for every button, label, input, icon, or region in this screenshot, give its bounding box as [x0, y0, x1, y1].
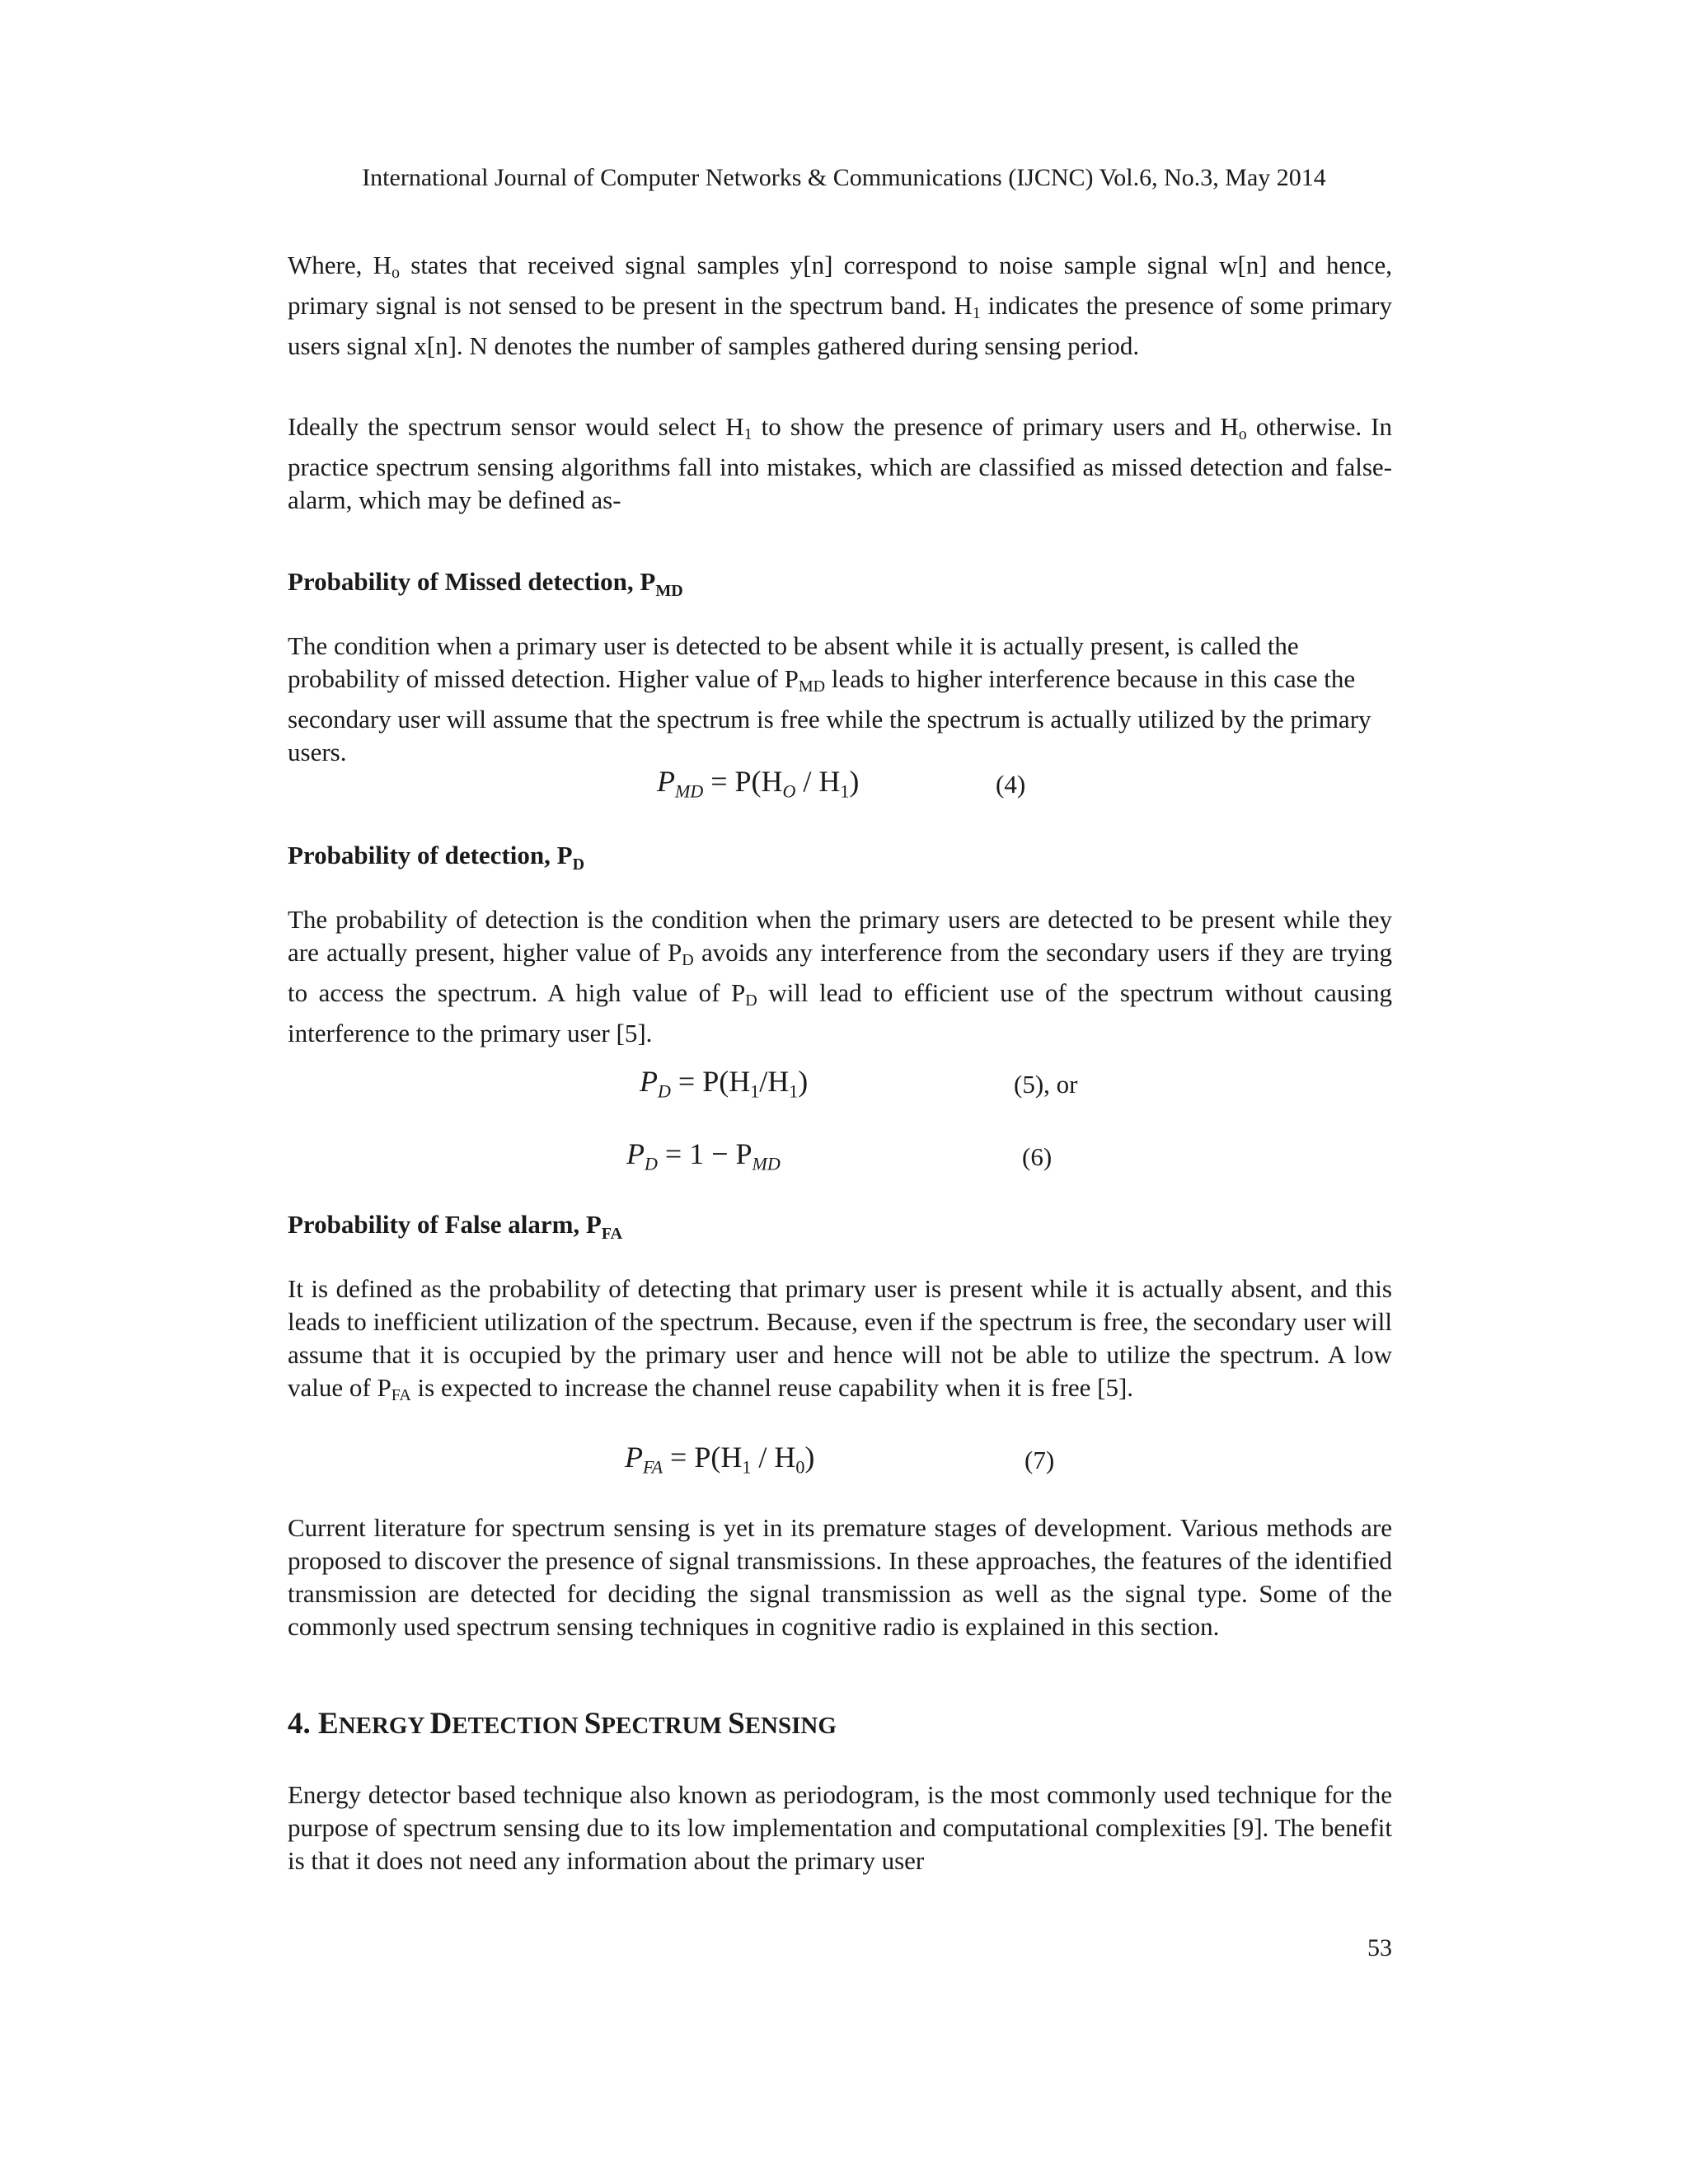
paragraph-false-alarm: It is defined as the probability of detecting that primary user is present while it is actually absent, and this leads to inefficient utilization of the spectrum. Because, even if the spectrum is free, the secondary user will assume that it is occupied by the primary user and hence will not be able to utilize the spectrum. A low value of $P_{FA}$ is expected to increase the channel reuse capability when it is free [5]. [288, 1274, 1392, 1404]
paragraph-detection: The probability of detection is the condition when the primary users are detected to be present while they are actually present, higher value of $P_D$ avoids any interference from the secondary users if they are trying to access the spectrum. A high value of $P_D$ will lead to efficient use of the spectrum without causing interference to the primary user [5]. [288, 905, 1392, 1047]
equation-4: $P_{MD} = P(H_O / H_1)$ [657, 765, 860, 802]
heading-missed-detection: Probability of Missed detection, $P_{MD}$ [288, 567, 683, 601]
equation-number-7: (7) [1025, 1446, 1055, 1474]
equation-number-5: (5), or [1014, 1070, 1078, 1099]
equation-number-4: (4) [996, 770, 1026, 799]
equation-7: $P_{FA} = P(H_1 / H_0)$ [625, 1441, 815, 1478]
paragraph-hypotheses: Where, $H_o$ states that received signal samples y[n] correspond to noise sample signal w[n] and hence, primary signal is not sensed to be present in the spectrum band. $H_1$ indicates the presence of some primary users signal x[n]. N denotes the number of samples gathered during sensing period. [288, 251, 1392, 360]
equation-number-6: (6) [1022, 1142, 1053, 1171]
paragraph-current-literature: Current literature for spectrum sensing is yet in its premature stages of development. Various methods are proposed to discover the presence of signal transmissions. In these approaches, the features of the identified transmission are detected for deciding the signal transmission as well as the signal type. Some of the commonly used spectrum sensing techniques in cognitive radio is explained in this section. [288, 1513, 1392, 1641]
equation-5: $P_D = P(H_1/H_1)$ [640, 1065, 809, 1102]
page-number: 53 [1367, 1934, 1392, 1961]
running-header: International Journal of Computer Networks & Communications (IJCNC) Vol.6, No.3, May 2014 [362, 164, 1326, 191]
section-heading-energy-detection: 4. ENERGY DETECTION SPECTRUM SENSING [288, 1707, 837, 1741]
heading-detection: Probability of detection, $P_D$ [288, 841, 585, 874]
paragraph-missed-detection: The condition when a primary user is detected to be absent while it is actually present, is called the probability of missed detection. Higher value of $P_{MD}$ leads to higher interference because in this case the secondary user will assume that the spectrum is free while the spectrum is actually utilized by the primary users. [288, 631, 1372, 766]
heading-false-alarm: Probability of False alarm, $P_{FA}$ [288, 1210, 623, 1244]
paragraph-energy-detector: Energy detector based technique also known as periodogram, is the most commonly used technique for the purpose of spectrum sensing due to its low implementation and computational complexities [9]. The benefit is that it does not need any information about the primary user [288, 1780, 1392, 1875]
paragraph-ideal-sensor: Ideally the spectrum sensor would select $H_1$ to show the presence of primary users and $H_o$ otherwise. In practice spectrum sensing algorithms fall into mistakes, which are classified as missed detection and false-alarm, which may be defined as- [288, 412, 1393, 514]
equation-6: $P_D = 1 - P_{MD}$ [626, 1137, 781, 1174]
